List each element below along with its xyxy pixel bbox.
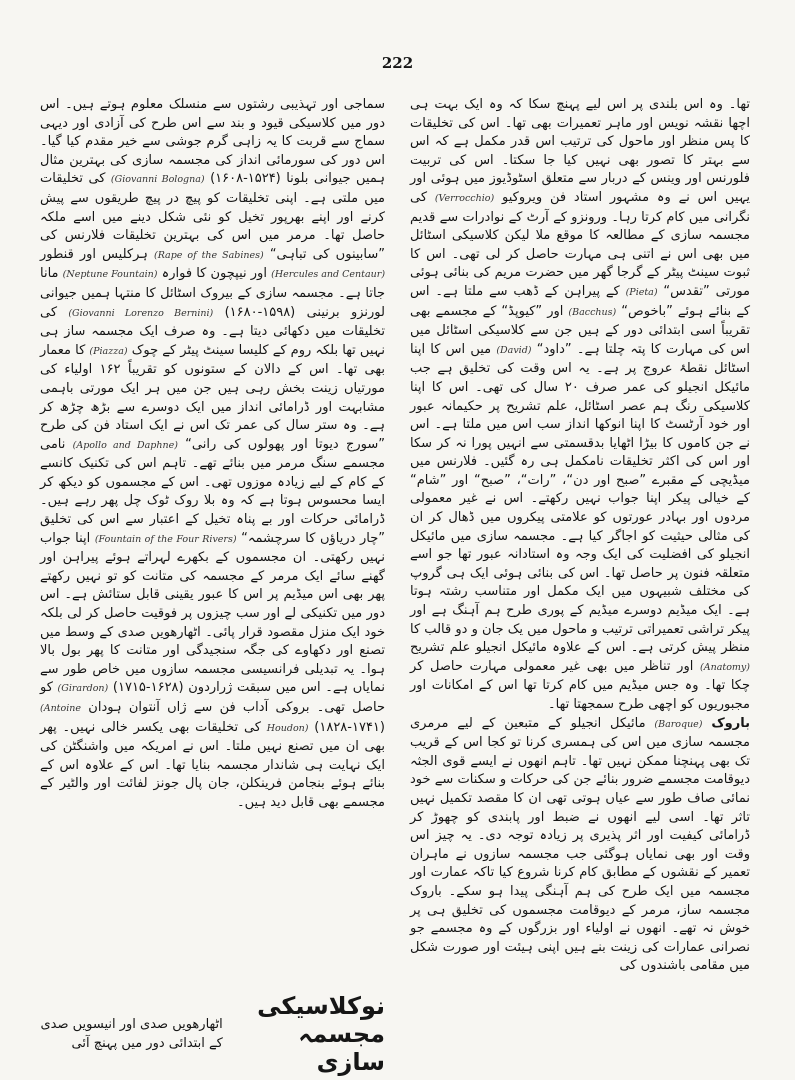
right-text-column <box>410 96 750 976</box>
section-title: نوکلاسیکی مجسمہ سازی <box>257 992 385 1076</box>
paragraph-text: اور تناظر میں بھی غیر معمولی مہارت حاصل کر چکا تھا۔ وہ جس میڈیم میں کام کرتا تھا اس کے امکانات اور مجبوریوں کو اچھی طرح سمجھتا تھا۔ <box>410 658 750 712</box>
paragraph-text: (۱۸۲۸-۱۷۴۱) کی تخلیقات بھی یکسر خالی نہیں۔ پھر بھی ان میں تصنع نہیں ملتا۔ اس نے امریکہ میں واشنگٹن کی ایک نہایت ہی شاندار مجسمہ بنایا تھا۔ اس کے علاوہ اس کے بنائے ہوئے بنجامن فرینکلن، جان پال جونز لفائت اور والٹیر کے مجسمے بھی قابل دید ہیں۔ <box>40 719 385 810</box>
paragraph-text: میں اس کا اپنا اسٹائل نقطۂ عروج پر ہے۔ یہ اس وقت کی تخلیق ہے جب مائیکل انجیلو کی عمر صرف ۲۰ سال کی تھی۔ اس کا اپنا کلاسیکی رنگ ہم عصر اسٹائل، علم تشریح پر حکیمانہ عبور اور خود آرٹسٹ کا اپنا انوکھا انداز سب اس میں ملتا ہے۔ اس نے جن کاموں کا بیڑا اٹھایا بدقسمتی سے انہیں پورا نہ کر سکا اور اس کی اکثر تخلیقات نامکمل ہی رہ گئیں۔ فلارنس میں میڈیچی کے مقبرے ”صبح اور دن“، ”رات“، ”صبح“ اور ”شام“ کے خیالی پیکر اپنا جواب نہیں رکھتے۔ اس نے غیر معمولی مردوں اور بہادر عورتوں کو علامتی پیکروں میں ڈھال کر ان کی مثالی حیثیت کو اجاگر کیا ہے۔ مجسمہ سازی میں مائیکل انجیلو کی افضلیت کی ایک وجہ وہ استادانہ عبور تھا جو اسے متعلقہ فنون پر حاصل تھا۔ اس کی بنائی ہوئی ایک ہی گروپ کی مختلف شبیہوں میں ایک مکمل اور متناسب رشتہ ہوتا ہے۔ ایک میڈیم دوسرے میڈیم کے پوری طرح ہم آہنگ ہے اور پیکر تراشی تعمیراتی ترتیب و ماحول میں یک جان و دو قالب کا منظر پیش کرتی ہے۔ اس کے علاوہ مائیکل انجیلو علم تشریح <box>410 341 750 656</box>
latin-term: (Anatomy) <box>700 661 750 673</box>
latin-term: (Fountain of the Four Rivers) <box>94 533 237 545</box>
paragraph-text: کی نگرانی میں کام کرتا رہا۔ ورونزو کے آرٹ کے نوادرات سے قدیم مجسمہ سازی کے مطالعہ کا موقع ملا لیکن کلاسیکی اسٹائل میں بھی اس نے اتنی ہی مہارت حاصل کر لی تھی۔ اس کا ثبوت سینٹ پیٹر کے گرجا گھر میں حضرت مریم کی بنائی ہوئی مورتی ”تقدس“ <box>410 189 750 299</box>
latin-term: (Pieta) <box>625 286 658 298</box>
latin-term: (Antoine Houdon) <box>40 703 309 734</box>
paragraph-text: اور نیپچون کا فوارہ <box>161 266 267 282</box>
latin-term: (Piazza) <box>89 345 128 357</box>
paragraph-text: (۱۶۰۸-۱۵۲۴) کی تخلیقات میں ملتی ہے۔ اپنی تخلیقات کو پیچ در پیچ طریقوں سے پیش کرنے اور اپنے بھرپور تخیل کو نئی شکل دینے میں اسے ملکہ حاصل تھا۔ مرمر میں اس کی بہترین تخلیقات فلارنس کی ”سابینوں کی تباہی“ <box>40 171 385 262</box>
section-heading-block <box>40 992 385 1076</box>
paragraph-text: (۱۶۸۰-۱۵۹۸) کی تخلیقات میں دکھائی دیتا ہے۔ وہ صرف ایک مجسمہ ساز ہی نہیں تھا بلکہ روم کے کلیسا سینٹ پیٹر کے چوک <box>40 304 385 358</box>
latin-term: (Rape of the Sabines) <box>153 249 264 261</box>
paragraph-text: اور ”کیوپڈ“ کے مجسمے بھی تقریباً اسی ابتدائی دور کے ہیں جن سے کلاسیکی اسٹائل میں اس کی مہارت کا پتہ چلتا ہے۔ ”داود“ <box>410 303 750 357</box>
latin-term: (Baroque) <box>654 718 703 730</box>
paragraph-text: کے پیراہن کے ڈھب سے ملتا ہے۔ اس کے بنائے ہوئے ”باخوص“ <box>410 283 751 319</box>
paragraph-text: اپنا جواب نہیں رکھتی۔ ان مجسموں کے بکھرے لہراتے ہوئے پیراہن اور گھنے سائے ایک مرمر کے مجسمہ کی متانت کو تو نہیں رکھتے پھر بھی اس میڈیم پر اس کا عبور یقینی قابل ستائش ہے۔ اس دور میں تکنیکی لے اور سب چیزوں پر فوقیت حاصل کر لی بلکہ خود ایک منزل مقصود قرار پائی۔ اٹھارھویں صدی کے وسط میں تصنع اور دکھاوے کی جگہ سنجیدگی اور متانت کا پھر بول بالا ہوا۔ یہ تبدیلی فرانسیسی مجسمہ سازوں میں خاص طور سے نمایاں ہے۔ اس میں سبقت ژراردون <box>40 530 385 696</box>
paragraph-text: مانا جاتا ہے۔ مجسمہ سازی کے بیروک اسٹائل کا منتہا ہمیں جیوانی لورنزو برنینی <box>40 266 385 320</box>
section-subtitle: اٹھارھویں صدی اور انیسویں صدی کے ابتدائی دور میں پہنچ آئی <box>40 1017 223 1051</box>
left-text-column <box>40 96 385 813</box>
paragraph-text: مائیکل انجیلو کے متبعین کے لیے مرمری مجسمہ سازی میں اس کی ہمسری کرنا تو کجا اس کے قریب تک بھی پہنچنا ممکن نہیں تھا۔ تاہم انھوں نے ایسے قوی الجثہ دیوقامت مجسمے ضرور بنائے جن کی حرکات و سکنات سے خود نمائی صاف طور سے عیاں ہوتی تھی ان کا مقصد تکمیل نہیں تاثر تھا۔ اسی لیے انھوں نے ضبط اور پابندی کو چھوڑ کر ڈرامائی کیفیت اور اثر پذیری پر زیادہ توجہ دی۔ یہ چیز اس وقت اور بھی نمایاں ہوگئی جب مجسمہ سازوں نے ماہران تعمیر کے نقشوں کے مطابق کام کرنا شروع کیا تاکہ عمارت اور مجسمہ میں ایک طرح کی ہم آہنگی پیدا ہو سکے۔ باروک مجسمہ ساز، مرمر کے دیوقامت مجسموں کی تخلیق ہی پر خوش نہ تھے۔ انھوں نے اولیاء اور بزرگوں کے وہ مجسمے جو نصرانی عمارات کی زینت بنے ہیں اپنی ہیئت اور صورت شکل میں مقامی باشندوں کی <box>410 715 750 974</box>
page-number: 222 <box>381 54 414 72</box>
subheading-baroque: باروک <box>711 715 750 731</box>
latin-term: (Giovanni Bologna) <box>110 174 205 186</box>
latin-term: (Verrocchio) <box>434 192 495 204</box>
paragraph-text: سماجی اور تہذیبی رشتوں سے منسلک معلوم ہوتے ہیں۔ اس دور میں کلاسیکی قیود و بند سے اس طرح کی آزادی اور دیہی سماج سے قربت کا یہ زاہی گرم جوشی سے خیر مقدم کیا گیا۔ اس دور کی سورمائی انداز کی مجسمہ سازی کی بہترین مثال ہمیں جیوانی بلونا <box>40 97 385 187</box>
paragraph-text: تھا۔ وہ اس بلندی پر اس لیے پہنچ سکا کہ وہ ایک بہت ہی اچھا نقشہ نویس اور ماہر تعمیرات بھی تھا۔ اس کی تخلیقات کا پس منظر اور ماحول کی ترتیب اس قدر مکمل ہے کہ اس سے بہتر کا تصور بھی نہیں کیا جا سکتا۔ اس کی تربیت فلورنس اور وینس کے دربار سے متعلق اسٹوڈیوز میں ہوئی اور یہیں اس نے وہ مشہور استاد فن ویروکیو <box>410 97 750 205</box>
latin-term: (Neptune Fountain) <box>62 269 158 281</box>
latin-term: (Apollo and Daphne) <box>72 439 178 451</box>
latin-term: (Hercules and Centaur) <box>271 269 386 281</box>
paragraph-text: کا معمار بھی تھا۔ اس کے دالان کے ستونوں کو تقریباً ۱۶۲ اولیاء کی مورتیاں زینت بخش رہی ہیں جن میں ہر ایک مورتی باہمی مشابہت اور ڈرامائی انداز میں ایک دوسرے سے بڑھ چڑھ کر ہے۔ وہ ستر سال کی عمر تک اس نے ایک استاد فن کی طرح ”سورج دیوتا اور پھولوں کی رانی“ <box>39 342 386 452</box>
latin-term: (David) <box>496 344 532 356</box>
paragraph-text: نامی مجسمے سنگ مرمر میں بنائے تھے۔ تاہم اس کی تکنیک کانسے کے کام کے لیے زیادہ موزوں تھی۔ اس کے مجسموں کو دیکھ کر ایسا محسوس ہوتا ہے کہ وہ بلا روک ٹوک چل پھر رہے ہیں۔ ڈرامائی حرکات اور بے پناہ تخیل کے اعتبار سے اس کی تخلیق ”چار دریاؤں کا سرچشمہ“ <box>40 436 385 546</box>
latin-term: (Bacchus) <box>568 306 617 318</box>
paragraph-text: (۱۷۱۵-۱۶۲۸) کو حاصل تھی۔ بروکی آداب فن سے ژاں آنتوان ہودان <box>40 680 385 715</box>
latin-term: (Girardon) <box>57 683 109 695</box>
paragraph-text: ہرکلیس اور قنطور <box>40 246 148 262</box>
latin-term: (Giovanni Lorenzo Bernini) <box>68 307 214 319</box>
